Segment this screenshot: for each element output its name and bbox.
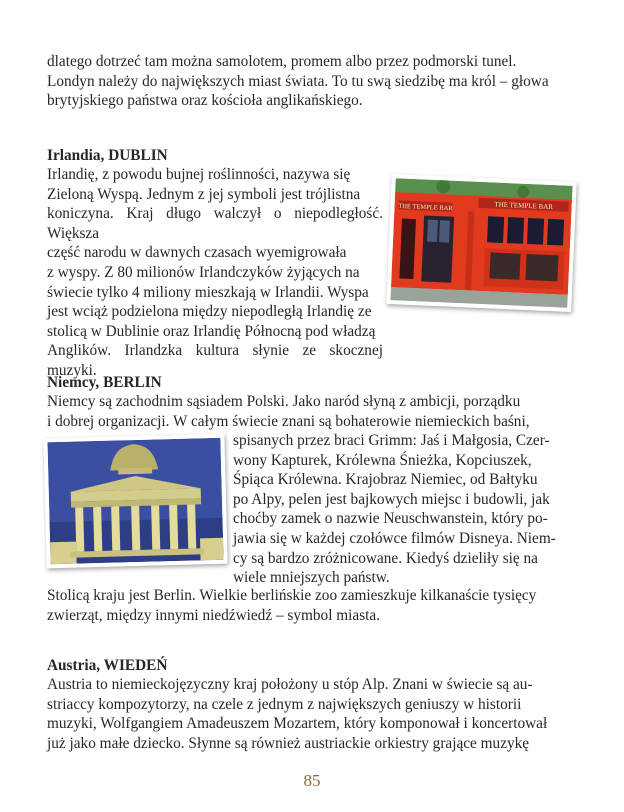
intro-paragraph	[47, 52, 577, 111]
sign-left: THE TEMPLE BAR	[398, 202, 453, 213]
text-line: Austria to niemieckojęzyczny kraj położony u stóp Alp. Znani w świecie są au-	[47, 676, 533, 693]
brandenburg-gate-photo	[43, 434, 227, 569]
text-line: choćby zamek o nazwie Neuschwanstein, który po-	[233, 510, 548, 528]
germany-intro	[47, 392, 577, 431]
text-line: Anglików. Irlandzka kultura słynie ze skocznej muzyki.	[47, 342, 383, 379]
germany-heading: Niemcy, BERLIN	[47, 374, 162, 391]
text-line: jest wciąż podzielona między niepodległą Irlandię ze	[47, 303, 372, 321]
text-line: zwierząt, między innymi niedźwiedź – symbol miasta.	[47, 606, 381, 624]
germany-wrapped-paragraph	[233, 431, 577, 588]
text-line: z wyspy. Z 80 milionów Irlandczyków żyjących na	[47, 263, 360, 281]
text-line: jawia się w każdej czołówce filmów Disneya. Niem-	[233, 529, 556, 547]
text-line: po Alpy, pelen jest bajkowych miejsc i budowli, jak	[233, 490, 550, 508]
text-line: Zieloną Wyspą. Jednym z jej symboli jest trójlistna	[47, 185, 361, 203]
text-line: i dobrej organizacji. W całym świecie znani są bohaterowie niemieckich baśni,	[47, 412, 530, 430]
ireland-paragraph	[47, 165, 383, 381]
germany-closing	[47, 586, 577, 625]
text-line: już jako małe dziecko. Słynne są również austriackie orkiestry grające muzykę	[47, 734, 530, 752]
text-line: Niemcy są zachodnim sąsiadem Polski. Jako naród słyną z ambicji, porządku	[47, 393, 521, 410]
text-line: striaccy kompozytorzy, na czele z jednym z największych geniuszy w historii	[47, 695, 522, 713]
text-line: wiele mniejszych państw.	[233, 569, 390, 587]
text-line: dlatego dotrzeć tam można samolotem, promem albo przez podmorski tunel.	[47, 53, 517, 70]
text-line: Stolicą kraju jest Berlin. Wielkie berlińskie zoo zamieszkuje kilkanaście tysięcy	[47, 587, 537, 604]
text-line: Irlandię, z powodu bujnej roślinności, nazywa się	[47, 166, 351, 183]
page-number: 85	[303, 771, 321, 790]
text-line: wony Kapturek, Królewna Śnieżka, Kopciuszek,	[233, 451, 532, 469]
ireland-heading: Irlandia, DUBLIN	[47, 147, 168, 164]
text-line: spisanych przez braci Grimm: Jaś i Małgosia, Czer-	[233, 432, 550, 449]
text-line: brytyjskiego państwa oraz kościoła anglikańskiego.	[47, 92, 363, 110]
text-line: stolicą w Dublinie oraz Irlandię Północną pod władzą	[47, 322, 376, 340]
text-line: Śpiąca Królewna. Krajobraz Niemiec, od Bałtyku	[233, 471, 538, 489]
text-line: część narodu w dawnych czasach wyemigrowała	[47, 244, 347, 262]
text-line: świecie tylko 4 miliony mieszkają w Irlandii. Wyspa	[47, 283, 369, 301]
temple-bar-photo	[386, 174, 576, 312]
text-line: muzyki, Wolfgangiem Amadeuszem Mozartem, który komponował i koncertował	[47, 715, 548, 733]
austria-paragraph	[47, 675, 577, 753]
text-line: koniczyna. Kraj długo walczył o niepodległość. Większa	[47, 205, 383, 242]
text-line: Londyn należy do największych miast świata. To tu swą siedzibę ma król – głowa	[47, 72, 549, 90]
sign-right: THE TEMPLE BAR	[494, 200, 554, 212]
text-line: cy są bardzo zróżnicowane. Kiedyś dzieliły się na	[233, 549, 538, 567]
austria-heading: Austria, WIEDEŃ	[47, 657, 168, 674]
